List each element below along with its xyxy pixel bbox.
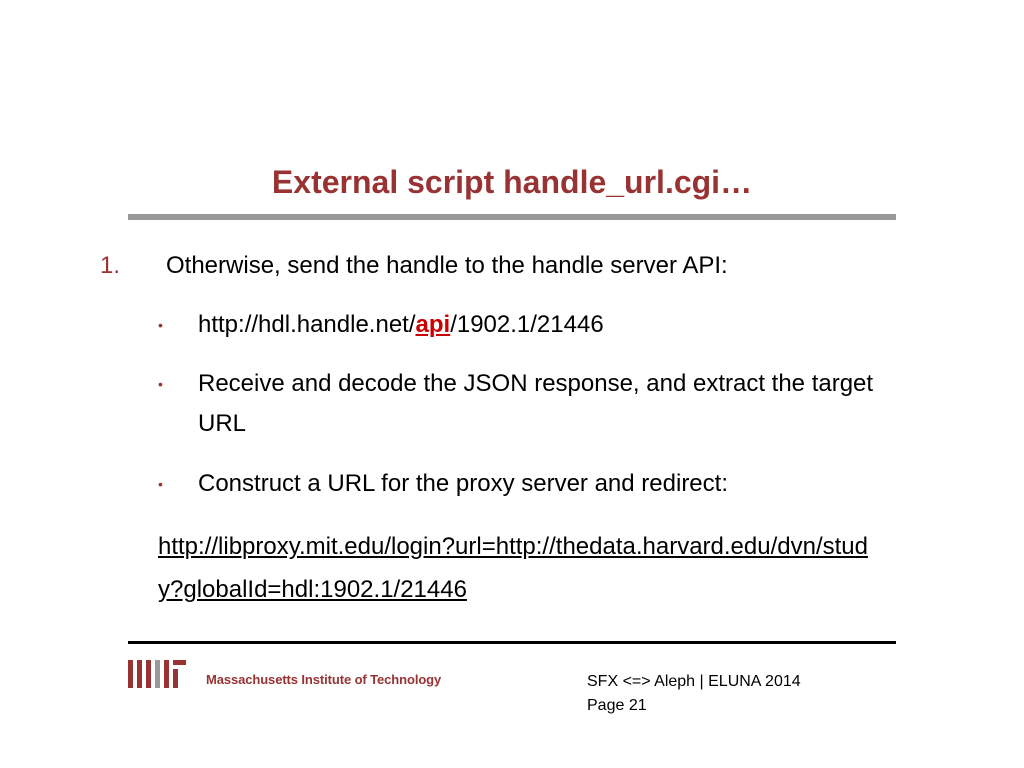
api-url-highlight: api	[415, 311, 451, 338]
footer-page-number: Page 21	[587, 697, 647, 714]
footer-event: SFX <=> Aleph | ELUNA 2014	[587, 673, 801, 690]
title-divider	[128, 214, 896, 220]
bullet-item-api-url	[158, 305, 878, 345]
proxy-url-link[interactable]: http://libproxy.mit.edu/login?url=http://thedata.harvard.edu/dvn/study?globalId=hdl:1902.1/21446	[158, 533, 868, 603]
api-url-prefix: http://hdl.handle.net/	[198, 311, 416, 338]
bullet-icon: •	[158, 317, 163, 333]
api-url-suffix: /1902.1/21446	[450, 311, 604, 338]
bullet-icon: •	[158, 476, 163, 492]
footer-divider	[128, 641, 896, 644]
numbered-item-1	[100, 249, 728, 283]
bullet-item-construct	[158, 464, 878, 504]
mit-logo-icon	[128, 660, 186, 688]
slide-title: External script handle_url.cgi…	[271, 164, 753, 200]
bullet-text: Receive and decode the JSON response, and extract the target URL	[198, 370, 874, 437]
institute-name: Massachusetts Institute of Technology	[206, 672, 442, 687]
bullet-text: Construct a URL for the proxy server and redirect:	[198, 470, 728, 497]
bullet-text	[198, 305, 878, 345]
bullet-icon: •	[158, 376, 163, 392]
bullet-item-decode	[158, 364, 878, 444]
footer-meta	[587, 670, 801, 718]
item-number: 1.	[100, 252, 121, 279]
item-text: Otherwise, send the handle to the handle server API:	[166, 252, 728, 279]
